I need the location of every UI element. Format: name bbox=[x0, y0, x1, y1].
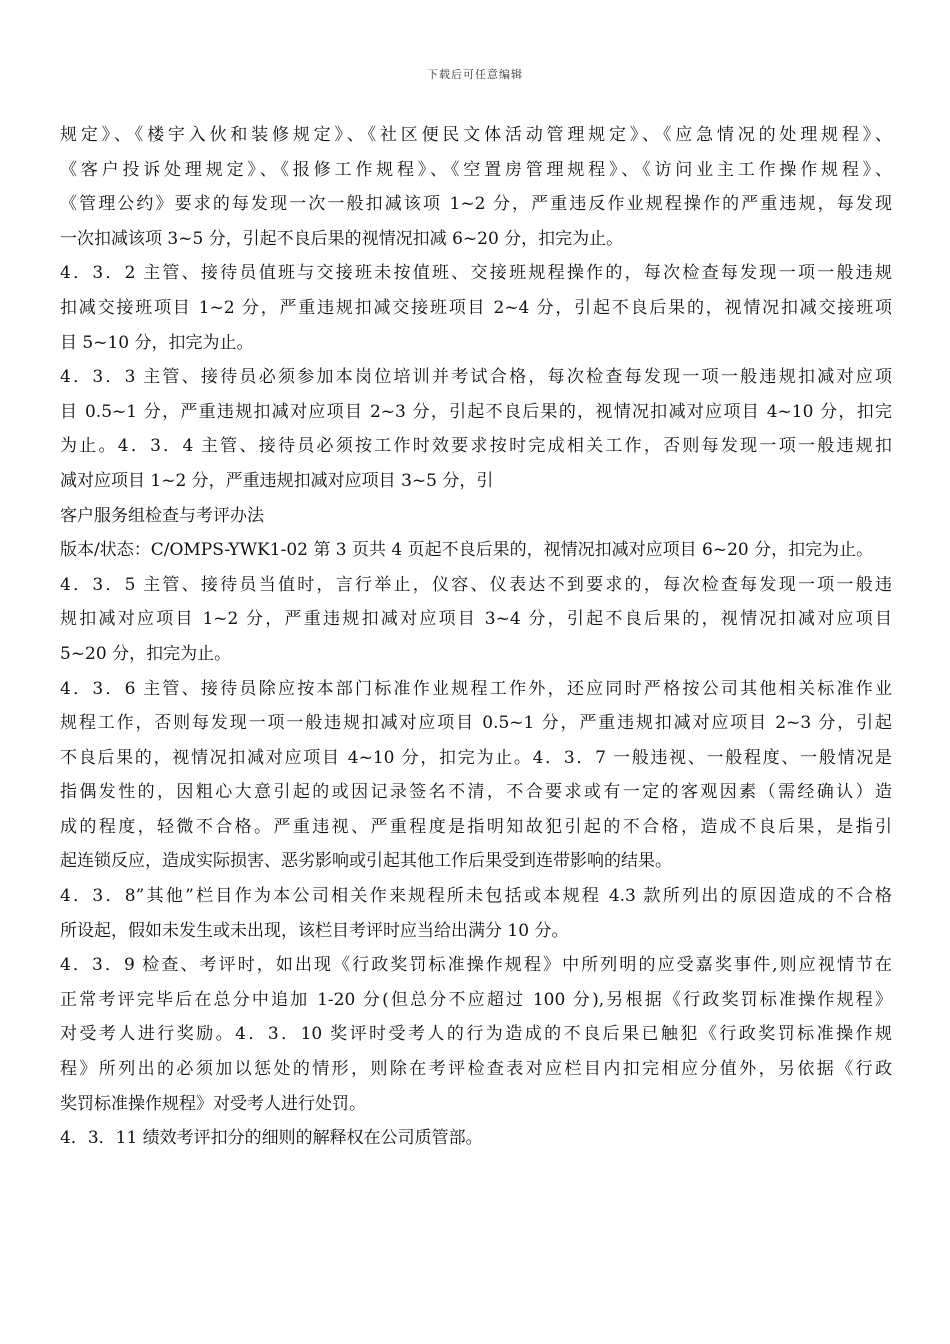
text-line: 4．3．5 主管、接待员当值时，言行举止，仪容、仪表达不到要求的，每次检查每发现一项一般违 bbox=[60, 574, 892, 595]
text-line: 规定》、《楼宇入伙和装修规定》、《社区便民文体活动管理规定》、《应急情况的处理规程》、 bbox=[60, 125, 892, 145]
text-line: 4．3．2 主管、接待员值班与交接班未按值班、交接班规程操作的，每次检查每发现一项一般违规 bbox=[60, 263, 892, 284]
text-line: 4．3．9 检查、考评时，如出现《行政奖罚标准操作规程》中所列明的应受嘉奖事件,则应视情节在 bbox=[60, 955, 892, 976]
text-line: 奖罚标准操作规程》对受考人进行处罚。 bbox=[60, 1093, 366, 1114]
text-line: 成的程度，轻微不合格。严重违视、严重程度是指明知故犯引起的不合格，造成不良后果，是指引 bbox=[60, 816, 892, 837]
text-line: 目 0.5~1 分，严重违规扣减对应项目 2~3 分，引起不良后果的，视情况扣减对应项目 4~10 分，扣完 bbox=[60, 401, 892, 422]
text-line: 《客户投诉处理规定》、《报修工作规程》、《空置房管理规程》、《访问业主工作操作规程》、 bbox=[60, 159, 892, 180]
text-line: 客户服务组检查与考评办法 bbox=[60, 505, 264, 526]
text-line: 规程工作，否则每发现一项一般违规扣减对应项目 0.5~1 分，严重违规扣减对应项目 2~3 分，引起 bbox=[60, 713, 892, 734]
text-line: 版本/状态：C/OMPS-YWK1-02 第 3 页共 4 页起不良后果的，视情况扣减对应项目 6~20 分，扣完为止。 bbox=[60, 540, 874, 561]
text-line: 正常考评完毕后在总分中追加 1-20 分(但总分不应超过 100 分),另根据《行政奖罚标准操作规程》 bbox=[60, 989, 892, 1010]
text-line: 4．3．6 主管、接待员除应按本部门标准作业规程工作外，还应同时严格按公司其他相关标准作业 bbox=[60, 678, 892, 699]
document-body bbox=[60, 118, 892, 1156]
text-line: 4．3．11 绩效考评扣分的细则的解释权在公司质管部。 bbox=[60, 1128, 483, 1149]
text-line: 对受考人进行奖励。4．3．10 奖评时受考人的行为造成的不良后果已触犯《行政奖罚标准操作规 bbox=[60, 1024, 892, 1045]
text-line: 4．3．8”其他”栏目作为本公司相关作来规程所未包括或本规程 4.3 款所列出的原因造成的不合格 bbox=[60, 886, 892, 907]
page-header-watermark: 下载后可任意编辑 bbox=[427, 68, 523, 81]
text-line: 指偶发性的，因粗心大意引起的或因记录签名不清，不合要求或有一定的客观因素（需经确认）造 bbox=[60, 782, 892, 803]
text-line: 5~20 分，扣完为止。 bbox=[60, 643, 232, 664]
text-line: 为止。4．3．4 主管、接待员必须按工作时效要求按时完成相关工作，否则每发现一项一般违规扣 bbox=[60, 436, 892, 457]
text-line: 目 5~10 分，扣完为止。 bbox=[60, 332, 254, 353]
text-line: 4．3．3 主管、接待员必须参加本岗位培训并考试合格，每次检查每发现一项一般违规扣减对应项 bbox=[60, 367, 892, 388]
text-line: 减对应项目 1~2 分，严重违规扣减对应项目 3~5 分，引 bbox=[60, 470, 494, 491]
text-line: 不良后果的，视情况扣减对应项目 4~10 分，扣完为止。4．3．7 一般违视、一般程度、一般情况是 bbox=[60, 747, 892, 768]
text-line: 《管理公约》要求的每发现一次一般扣减该项 1~2 分，严重违反作业规程操作的严重违规，每发现 bbox=[60, 194, 892, 215]
text-line: 一次扣减该项 3~5 分，引起不良后果的视情况扣减 6~20 分，扣完为止。 bbox=[60, 228, 624, 249]
text-line: 扣减交接班项目 1~2 分，严重违规扣减交接班项目 2~4 分，引起不良后果的，视情况扣减交接班项 bbox=[60, 297, 892, 318]
text-line: 程》所列出的必须加以惩处的情形，则除在考评检查表对应栏目内扣完相应分值外，另依据《行政 bbox=[60, 1059, 892, 1080]
text-line: 所设起，假如未发生或未出现，该栏目考评时应当给出满分 10 分。 bbox=[60, 920, 569, 941]
text-line: 规扣减对应项目 1~2 分，严重违规扣减对应项目 3~4 分，引起不良后果的，视情况扣减对应项目 bbox=[60, 609, 892, 630]
text-line: 起连锁反应，造成实际损害、恶劣影响或引起其他工作后果受到连带影响的结果。 bbox=[60, 851, 672, 872]
